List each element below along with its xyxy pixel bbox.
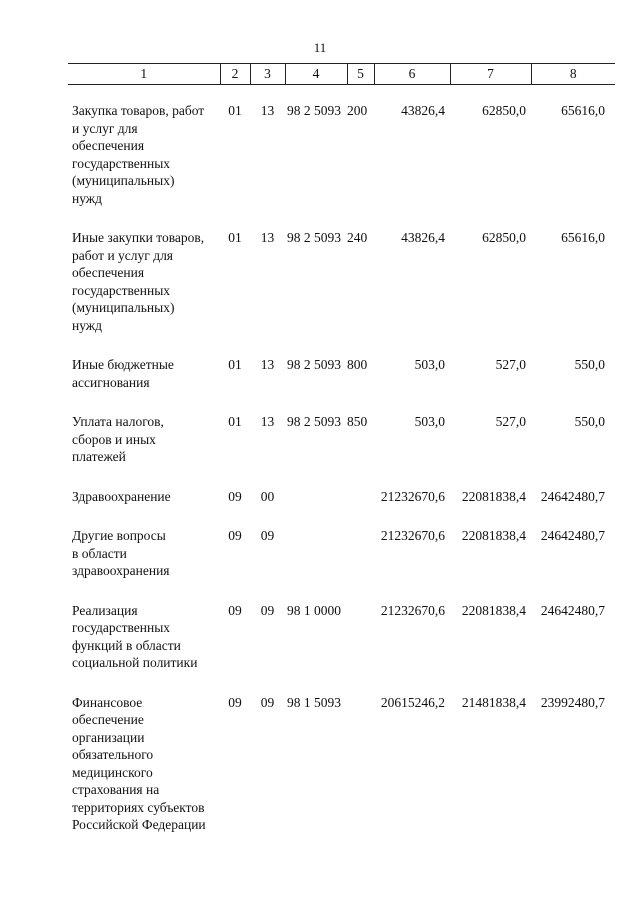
table-row	[68, 413, 615, 466]
column-header-3: 3	[250, 64, 285, 85]
row-section-code: 09	[228, 528, 242, 543]
row-amount-col6: 503,0	[414, 414, 445, 429]
table-body	[68, 85, 615, 834]
table-row	[68, 602, 615, 672]
row-spacer-cell	[68, 391, 615, 413]
row-target-article-code: 98 2 5093	[287, 357, 341, 372]
row-name-line: Иные закупки товаров,	[72, 230, 205, 245]
row-name-line: ассигнования	[72, 374, 150, 390]
row-amount-col8: 65616,0	[561, 103, 605, 118]
row-name-line: социальной политики	[72, 655, 198, 670]
row-section-code: 09	[228, 488, 242, 504]
row-section-code: 09	[228, 602, 242, 618]
row-amount-col8: 23992480,7	[540, 694, 605, 710]
row-name-line: обеспечение	[72, 712, 144, 727]
row-subsection-code: 00	[260, 488, 275, 504]
row-name-line: обязательного	[72, 747, 154, 762]
row-target-article-code	[285, 527, 347, 580]
row-expense-type-code: 200	[347, 103, 368, 118]
row-amount-col6: 21232670,6	[380, 528, 445, 543]
page-number: 11	[313, 40, 327, 55]
row-name-line: здравоохранения	[72, 563, 170, 578]
row-name-line: Уплата налогов,	[72, 414, 164, 429]
table-row	[68, 694, 615, 834]
row-amount-col8: 65616,0	[561, 230, 605, 245]
row-name-line: организации	[72, 729, 145, 745]
row-spacer-cell	[68, 505, 615, 527]
row-expense-type-code: 240	[347, 230, 368, 245]
row-amount-col7: 22081838,4	[461, 528, 526, 543]
row-name-line: Финансовое	[72, 694, 143, 710]
row-name-line: Иные бюджетные	[72, 357, 174, 372]
row-expense-type-code	[347, 488, 374, 506]
row-amount-col8: 24642480,7	[540, 602, 605, 618]
row-spacer-cell	[68, 334, 615, 356]
row-name-cell	[68, 527, 220, 580]
row-name-line: работ и услуг для	[72, 247, 174, 263]
row-amount-col6: 21232670,6	[380, 488, 445, 504]
row-amount-col8: 550,0	[574, 414, 605, 429]
row-amount-col7: 527,0	[495, 357, 526, 372]
column-header-1: 1	[68, 64, 220, 85]
row-spacer	[68, 580, 615, 602]
column-header-8: 8	[531, 64, 615, 85]
row-amount-col7: 527,0	[495, 414, 526, 429]
row-section-code: 01	[228, 357, 242, 372]
row-subsection-code: 13	[260, 414, 275, 429]
row-target-article-code: 98 1 0000	[287, 602, 341, 618]
table-row	[68, 356, 615, 391]
row-name-line: Российской Федерации	[72, 817, 206, 832]
row-spacer	[68, 505, 615, 527]
row-target-article-code	[285, 488, 347, 506]
column-header-5: 5	[347, 64, 374, 85]
row-target-article-code: 98 2 5093	[287, 414, 341, 429]
row-name-line: в области	[72, 545, 127, 561]
row-name-cell	[68, 488, 220, 506]
row-name-line: Здравоохранение	[72, 488, 171, 504]
row-spacer	[68, 85, 615, 103]
row-subsection-code: 09	[260, 528, 275, 543]
row-name-cell	[68, 229, 220, 334]
row-name-line: (муниципальных)	[72, 300, 175, 315]
row-spacer	[68, 334, 615, 356]
row-name-cell	[68, 413, 220, 466]
row-section-code: 01	[228, 103, 242, 118]
row-name-line: территориях субъектов	[72, 799, 205, 815]
row-name-cell	[68, 602, 220, 672]
budget-table	[68, 63, 615, 834]
row-name-line: Другие вопросы	[72, 528, 166, 543]
row-amount-col6: 21232670,6	[380, 602, 445, 618]
row-spacer-cell	[68, 672, 615, 694]
row-target-article-code: 98 2 5093	[287, 230, 341, 245]
row-expense-type-code	[347, 527, 374, 580]
row-amount-col8: 550,0	[574, 357, 605, 372]
row-name-line: медицинского	[72, 764, 153, 780]
row-amount-col7: 22081838,4	[461, 488, 526, 504]
row-expense-type-code: 800	[347, 357, 368, 372]
row-expense-type-code	[347, 694, 374, 834]
row-name-cell	[68, 694, 220, 834]
row-target-article-code: 98 2 5093	[287, 103, 341, 118]
table-header-row	[68, 64, 615, 85]
row-name-line: платежей	[72, 449, 126, 464]
row-name-line: и услуг для	[72, 120, 138, 136]
row-name-line: обеспечения	[72, 138, 145, 153]
column-header-2: 2	[220, 64, 250, 85]
row-amount-col6: 43826,4	[401, 230, 445, 245]
row-amount-col7: 62850,0	[482, 103, 526, 118]
row-spacer-cell	[68, 580, 615, 602]
table-row	[68, 229, 615, 334]
row-subsection-code: 13	[260, 230, 275, 245]
column-header-6: 6	[374, 64, 450, 85]
row-subsection-code: 09	[260, 602, 275, 618]
row-amount-col6: 20615246,2	[380, 694, 445, 710]
row-spacer	[68, 672, 615, 694]
row-spacer-cell	[68, 466, 615, 488]
row-amount-col7: 22081838,4	[461, 602, 526, 618]
row-name-line: обеспечения	[72, 265, 145, 280]
row-amount-col8: 24642480,7	[540, 488, 605, 504]
row-name-line: сборов и иных	[72, 431, 156, 447]
row-section-code: 09	[228, 694, 242, 710]
row-spacer	[68, 207, 615, 229]
row-name-line: нужд	[72, 190, 102, 206]
column-header-7: 7	[450, 64, 531, 85]
row-subsection-code: 09	[260, 694, 275, 710]
row-expense-type-code: 850	[347, 414, 368, 429]
row-name-line: Закупка товаров, работ	[72, 103, 205, 118]
row-spacer	[68, 391, 615, 413]
row-name-line: функций в области	[72, 637, 181, 653]
row-section-code: 01	[228, 414, 242, 429]
row-amount-col6: 503,0	[414, 357, 445, 372]
row-amount-col6: 43826,4	[401, 103, 445, 118]
row-name-cell	[68, 356, 220, 391]
row-expense-type-code	[347, 602, 374, 672]
table-row	[68, 102, 615, 207]
row-amount-col7: 21481838,4	[461, 694, 526, 710]
row-name-line: Реализация	[72, 602, 138, 618]
row-amount-col7: 62850,0	[482, 230, 526, 245]
row-target-article-code: 98 1 5093	[287, 694, 341, 710]
row-name-line: нужд	[72, 317, 102, 333]
row-section-code: 01	[228, 230, 242, 245]
column-header-4: 4	[285, 64, 347, 85]
row-name-line: страхования на	[72, 782, 160, 797]
row-name-line: государственных	[72, 155, 171, 171]
row-spacer-cell	[68, 85, 615, 103]
table-row	[68, 488, 615, 506]
row-name-cell	[68, 102, 220, 207]
row-name-line: (муниципальных)	[72, 173, 175, 188]
row-name-line: государственных	[72, 282, 171, 298]
row-subsection-code: 13	[260, 103, 275, 118]
row-amount-col8: 24642480,7	[540, 528, 605, 543]
row-subsection-code: 13	[260, 357, 275, 372]
table-row	[68, 527, 615, 580]
row-name-line: государственных	[72, 620, 171, 635]
row-spacer-cell	[68, 207, 615, 229]
row-spacer	[68, 466, 615, 488]
